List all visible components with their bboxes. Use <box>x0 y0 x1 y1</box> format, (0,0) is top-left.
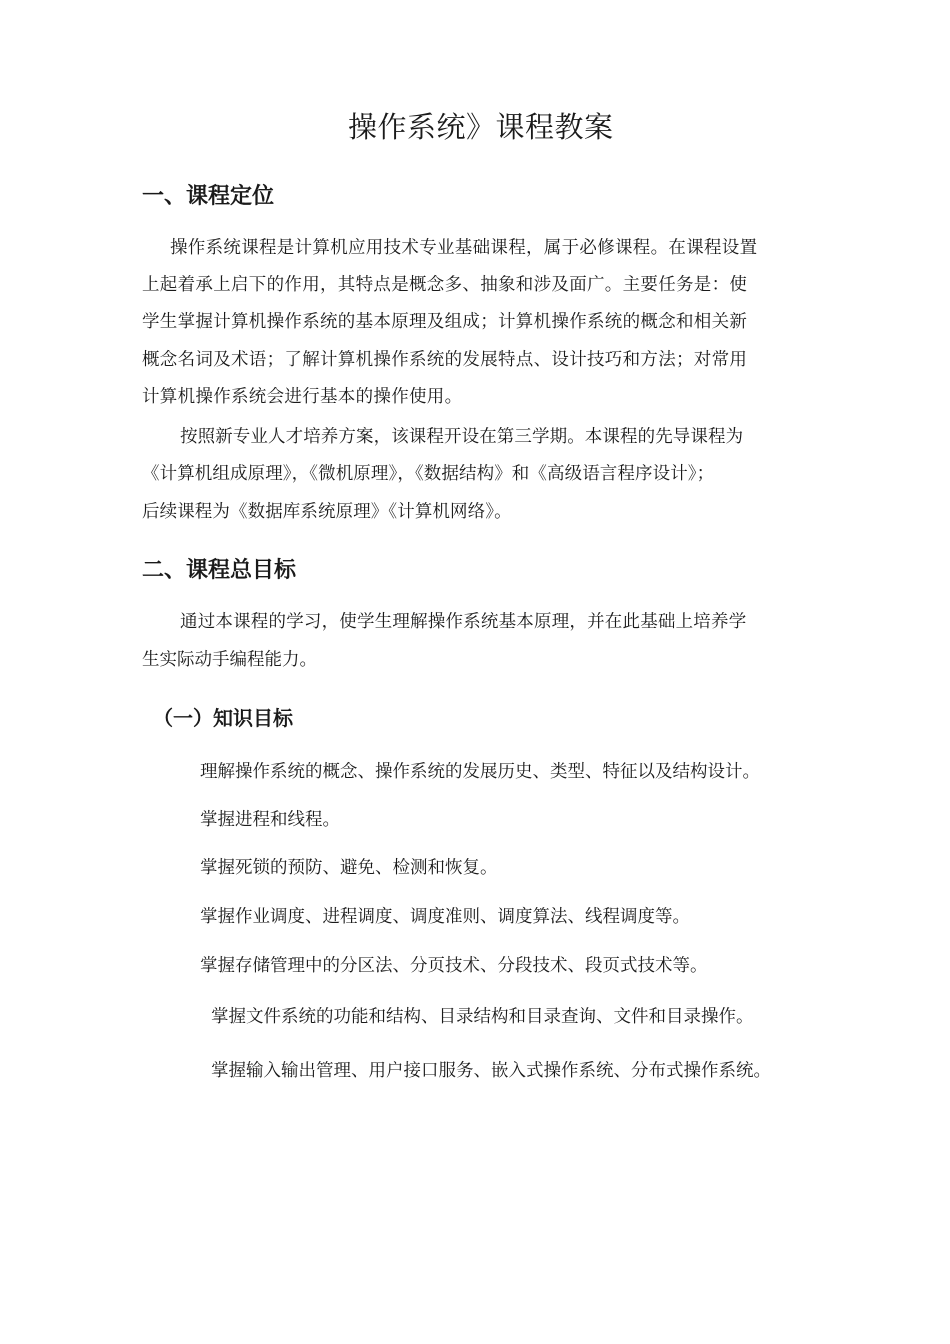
section-heading-course-goals: 二、课程总目标 <box>142 557 297 583</box>
document-title: 操作系统》课程教案 <box>348 110 614 144</box>
paragraph-line: 《计算机组成原理》，《微机原理》，《数据结构》和《高级语言程序设计》； <box>142 464 715 484</box>
paragraph-line: 学生掌握计算机操作系统的基本原理及组成；计算机操作系统的概念和相关新 <box>142 312 748 332</box>
knowledge-goal-item: 掌握存储管理中的分区法、分页技术、分段技术、段页式技术等。 <box>200 956 708 976</box>
paragraph-line: 通过本课程的学习，使学生理解操作系统基本原理，并在此基础上培养学 <box>180 612 747 632</box>
knowledge-goal-item: 掌握输入输出管理、用户接口服务、嵌入式操作系统、分布式操作系统。 <box>211 1061 771 1081</box>
paragraph-line: 按照新专业人才培养方案，该课程开设在第三学期。本课程的先导课程为 <box>180 427 744 447</box>
paragraph-line: 概念名词及术语；了解计算机操作系统的发展特点、设计技巧和方法；对常用 <box>142 350 748 370</box>
knowledge-goal-item: 掌握死锁的预防、避免、检测和恢复。 <box>200 858 498 878</box>
section-heading-course-positioning: 一、课程定位 <box>142 183 275 209</box>
paragraph-line: 上起着承上启下的作用，其特点是概念多、抽象和涉及面广。主要任务是：使 <box>142 275 748 295</box>
subsection-heading-knowledge-goals: （一）知识目标 <box>153 706 293 730</box>
paragraph-line: 生实际动手编程能力。 <box>142 650 317 670</box>
paragraph-line: 计算机操作系统会进行基本的操作使用。 <box>142 387 463 407</box>
paragraph-line: 操作系统课程是计算机应用技术专业基础课程，属于必修课程。在课程设置 <box>170 238 758 258</box>
knowledge-goal-item: 理解操作系统的概念、操作系统的发展历史、类型、特征以及结构设计。 <box>200 762 760 782</box>
knowledge-goal-item: 掌握作业调度、进程调度、调度准则、调度算法、线程调度等。 <box>200 907 690 927</box>
knowledge-goal-item: 掌握文件系统的功能和结构、目录结构和目录查询、文件和目录操作。 <box>211 1007 754 1027</box>
knowledge-goal-item: 掌握进程和线程。 <box>200 810 340 830</box>
paragraph-line: 后续课程为《数据库系统原理》《计算机网络》。 <box>142 502 512 522</box>
